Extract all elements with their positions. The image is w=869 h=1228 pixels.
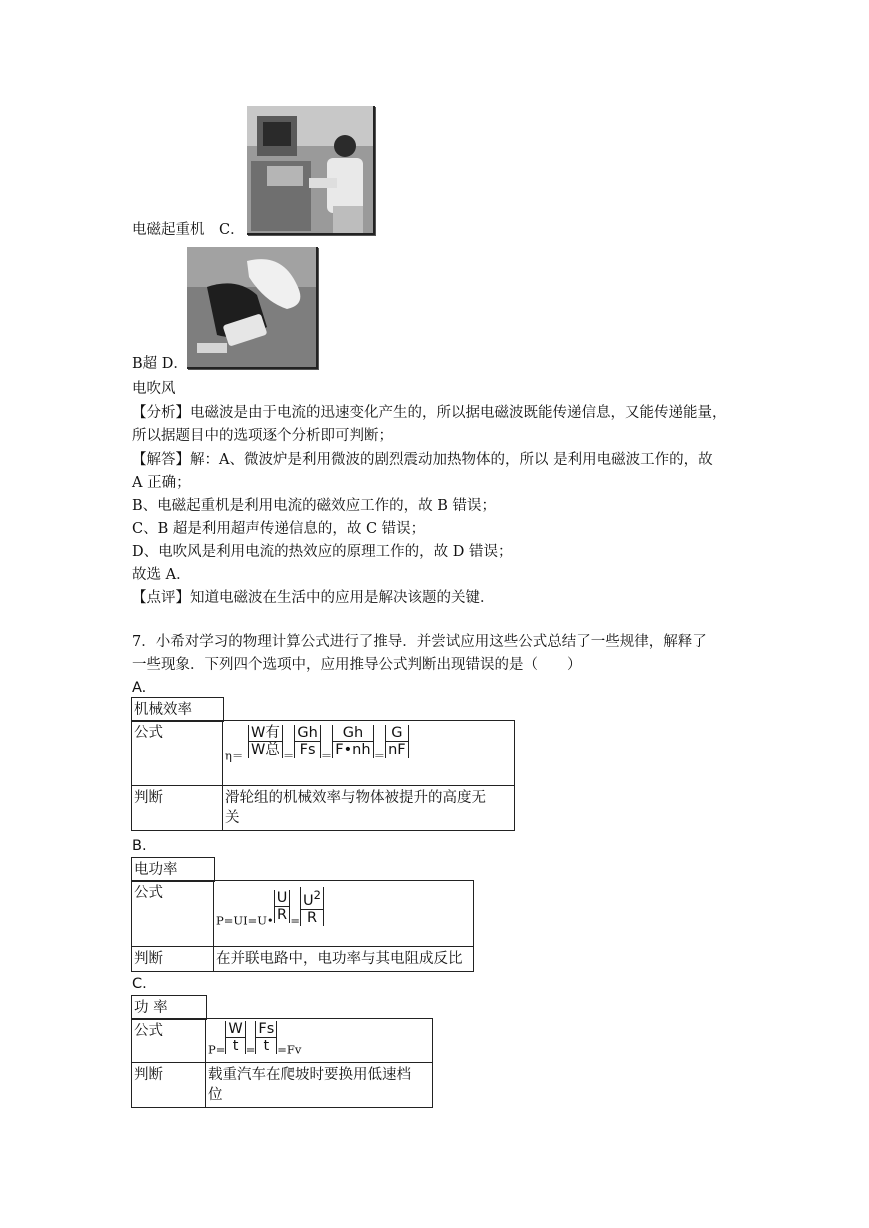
question7-line-1: 7．小希对学习的物理计算公式进行了推导．并尝试应用这些公式总结了一些规律，解释了 [132,634,707,650]
analysis-line-2: 所以据题目中的选项逐个分析即可判断； [132,428,393,444]
answer-line-5: D、电吹风是利用电流的热效应的原理工作的，故 D 错误； [132,544,513,560]
fraction-gh-fs: $\frac{Gh}{Fs}$ [294,725,320,758]
fraction-w-t: $\frac{W}{t}$ [225,1021,245,1054]
option-c-judge-label: 判断 [132,1062,206,1107]
option-c-table [131,1018,433,1108]
formula-prefix: η＝ [225,748,244,763]
answer-line-3: B、电磁起重机是利用电流的磁效应工作的，故 B 错误； [132,498,497,514]
analysis-line-1: 【分析】电磁波是由于电流的迅速变化产生的，所以据电磁波既能传递信息，又能传递能量， [132,405,727,421]
answer-line-2: A 正确； [132,475,191,491]
comment-line: 【点评】知道电磁波在生活中的应用是解决该题的关键． [132,590,495,606]
option-c-formula-label: 公式 [132,1019,206,1063]
ultrasound-photo-drawing [247,106,373,233]
option-b-formula-label: 公式 [132,881,214,947]
option-c-judge: 载重汽车在爬坡时要换用低速档 位 [206,1062,433,1107]
fraction-fs-t: $\frac{Fs}{t}$ [255,1021,277,1054]
answer-line-1: 【解答】解：A、微波炉是利用微波的剧烈震动加热物体的，所以 是利用电磁波工作的，故 [132,452,713,468]
option-a-letter: A. [132,680,147,696]
hairdryer-photo [187,247,318,369]
option-c-formula: $_{P=}$ $\frac{W}{t}$ $_=$ $\frac{Fs}{t}$ $_{=Fv}$ [206,1019,433,1063]
option-a-judge-label: 判断 [132,786,223,831]
answer-line-6: 故选 A． [132,567,191,583]
option-a-title: 机械效率 [131,697,224,722]
fraction-u2-r: $\frac{U^2}{R}$ [300,887,324,926]
option-a-table [131,720,515,831]
option-c-title: 功 率 [131,995,207,1020]
option-b-table [131,880,474,972]
fraction-w-useful-total: $\frac{\text{W有}}{\text{W总}}$ [248,725,283,758]
answer-line-4: C、B 超是利用超声传递信息的，故 C 错误； [132,521,426,537]
option-b-formula: $_{P=UI=U•}$ $\frac{U}{R}$ $_=$ $\frac{U^2}{R}$ [214,881,474,947]
option-b-caption: 电磁起重机 C． [132,222,245,238]
fraction-u-r: $\frac{U}{R}$ [274,890,291,923]
option-b-letter: B. [132,838,147,854]
hairdryer-photo-drawing [187,247,316,367]
option-b-judge-label: 判断 [132,947,214,972]
option-c-caption: B超 D． [132,356,188,372]
option-a-formula: $_{\eta=}$ $\frac{\text{W有}}{\text{W总}}$ $_=$ $\frac{Gh}{Fs}$ $_=$ $\frac{Gh}{F•nh}$ $_=$ $\frac{G}{nF}$ [223,721,515,786]
option-c-letter: C. [132,976,147,992]
option-a-judge: 滑轮组的机械效率与物体被提升的高度无 关 [223,786,515,831]
option-b-title: 电功率 [131,857,215,882]
option-d-label: 电吹风 [132,381,176,397]
option-a-formula-label: 公式 [132,721,223,786]
fraction-g-nf: $\frac{G}{nF}$ [385,725,409,758]
question7-line-2: 一些现象．下列四个选项中，应用推导公式判断出现错误的是（ ） [132,657,582,673]
fraction-gh-fnh: $\frac{Gh}{F•nh}$ [332,725,373,758]
ultrasound-photo [247,106,375,235]
option-b-judge: 在并联电路中，电功率与其电阻成反比 [214,947,474,972]
